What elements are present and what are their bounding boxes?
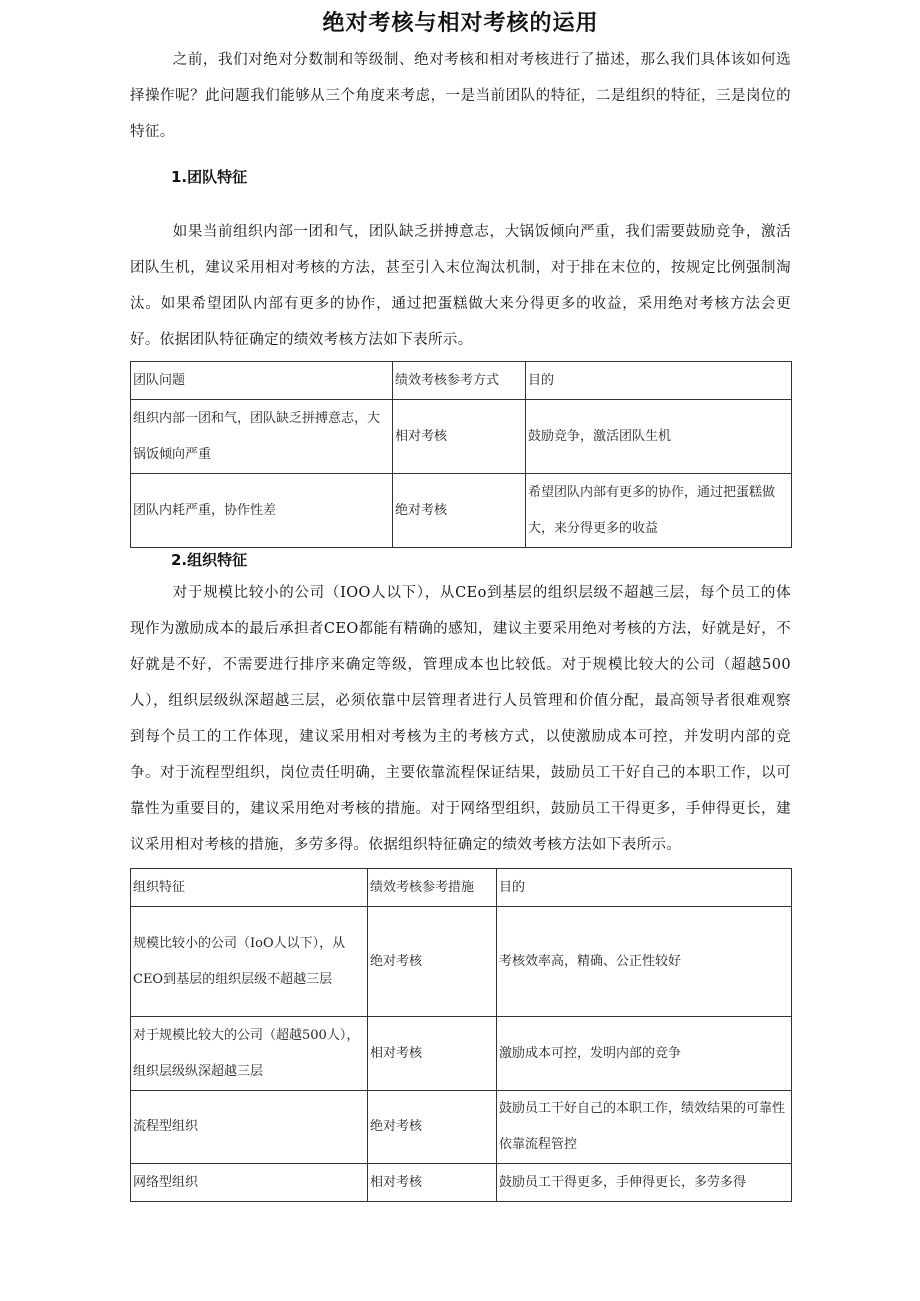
table-cell: 相对考核 xyxy=(393,400,526,474)
table-cell: 网络型组织 xyxy=(131,1164,368,1202)
table-cell: 考核效率高，精确、公正性较好 xyxy=(497,907,792,1017)
intro-paragraph: 之前，我们对绝对分数制和等级制、绝对考核和相对考核进行了描述，那么我们具体该如何选择操作呢？此问题我们能够从三个角度来考虑，一是当前团队的特征，二是组织的特征，三是岗位的特征。 xyxy=(130,52,791,140)
table-cell: 鼓励员工干好自己的本职工作，绩效结果的可靠性依靠流程管控 xyxy=(497,1091,792,1164)
team-table xyxy=(130,361,792,548)
table-cell: 激励成本可控，发明内部的竞争 xyxy=(497,1017,792,1091)
table-cell: 绝对考核 xyxy=(368,1091,497,1164)
table-row xyxy=(131,1091,792,1164)
organization-paragraph: 对于规模比较小的公司（IOO人以下），从CEo到基层的组织层级不超越三层，每个员工的体现作为激励成本的最后承担者CEO都能有精确的感知，建议主要采用绝对考核的方法，好就是好，不好就是不好，不需要进行排序来确定等级，管理成本也比较低。对于规模比较大的公司（超越500人），组织层级纵深超越三层，必须依靠中层管理者进行人员管理和价值分配，最高领导者很难观察到每个员工的工作体现，建议采用相对考核为主的考核方式，以使激励成本可控，并发明内部的竞争。对于流程型组织，岗位责任明确，主要依靠流程保证结果，鼓励员工干好自己的本职工作，以可靠性为重要目的，建议采用绝对考核的措施。对于网络型组织，鼓励员工干得更多，手伸得更长，建议采用相对考核的措施，多劳多得。依据组织特征确定的绩效考核方法如下表所示。 xyxy=(130,585,791,853)
table-row xyxy=(131,400,792,474)
table-header-cell: 组织特征 xyxy=(131,869,368,907)
table-header-cell: 团队问题 xyxy=(131,362,393,400)
table-header-cell: 目的 xyxy=(497,869,792,907)
table-cell: 相对考核 xyxy=(368,1164,497,1202)
table-cell: 绝对考核 xyxy=(368,907,497,1017)
table-cell: 相对考核 xyxy=(368,1017,497,1091)
section-heading-team: 1.团队特征 xyxy=(171,168,248,186)
table-header-cell: 目的 xyxy=(526,362,792,400)
table-row xyxy=(131,1017,792,1091)
table-cell: 团队内耗严重，协作性差 xyxy=(131,474,393,548)
table-cell: 绝对考核 xyxy=(393,474,526,548)
table-header-cell: 绩效考核参考措施 xyxy=(368,869,497,907)
team-paragraph: 如果当前组织内部一团和气，团队缺乏拼搏意志，大锅饭倾向严重，我们需要鼓励竞争，激活团队生机，建议采用相对考核的方法，甚至引入末位淘汰机制，对于排在末位的，按规定比例强制淘汰。如果希望团队内部有更多的协作，通过把蛋糕做大来分得更多的收益，采用绝对考核方法会更好。依据团队特征确定的绩效考核方法如下表所示。 xyxy=(130,224,791,348)
table-row xyxy=(131,869,792,907)
organization-table xyxy=(130,868,792,1202)
table-cell: 鼓励员工干得更多，手伸得更长，多劳多得 xyxy=(497,1164,792,1202)
table-cell: 鼓励竞争，激活团队生机 xyxy=(526,400,792,474)
table-row xyxy=(131,474,792,548)
table-row xyxy=(131,1164,792,1202)
table-header-cell: 绩效考核参考方式 xyxy=(393,362,526,400)
table-cell: 流程型组织 xyxy=(131,1091,368,1164)
table-row xyxy=(131,907,792,1017)
document-title: 绝对考核与相对考核的运用 xyxy=(322,11,599,36)
section-heading-organization: 2.组织特征 xyxy=(171,551,248,569)
table-cell: 希望团队内部有更多的协作，通过把蛋糕做大，来分得更多的收益 xyxy=(526,474,792,548)
table-row xyxy=(131,362,792,400)
table-cell: 对于规模比较大的公司（超越500人），组织层级纵深超越三层 xyxy=(131,1017,368,1091)
table-cell: 规模比较小的公司（IoO人以下），从CEO到基层的组织层级不超越三层 xyxy=(131,907,368,1017)
table-cell: 组织内部一团和气，团队缺乏拼搏意志，大锅饭倾向严重 xyxy=(131,400,393,474)
